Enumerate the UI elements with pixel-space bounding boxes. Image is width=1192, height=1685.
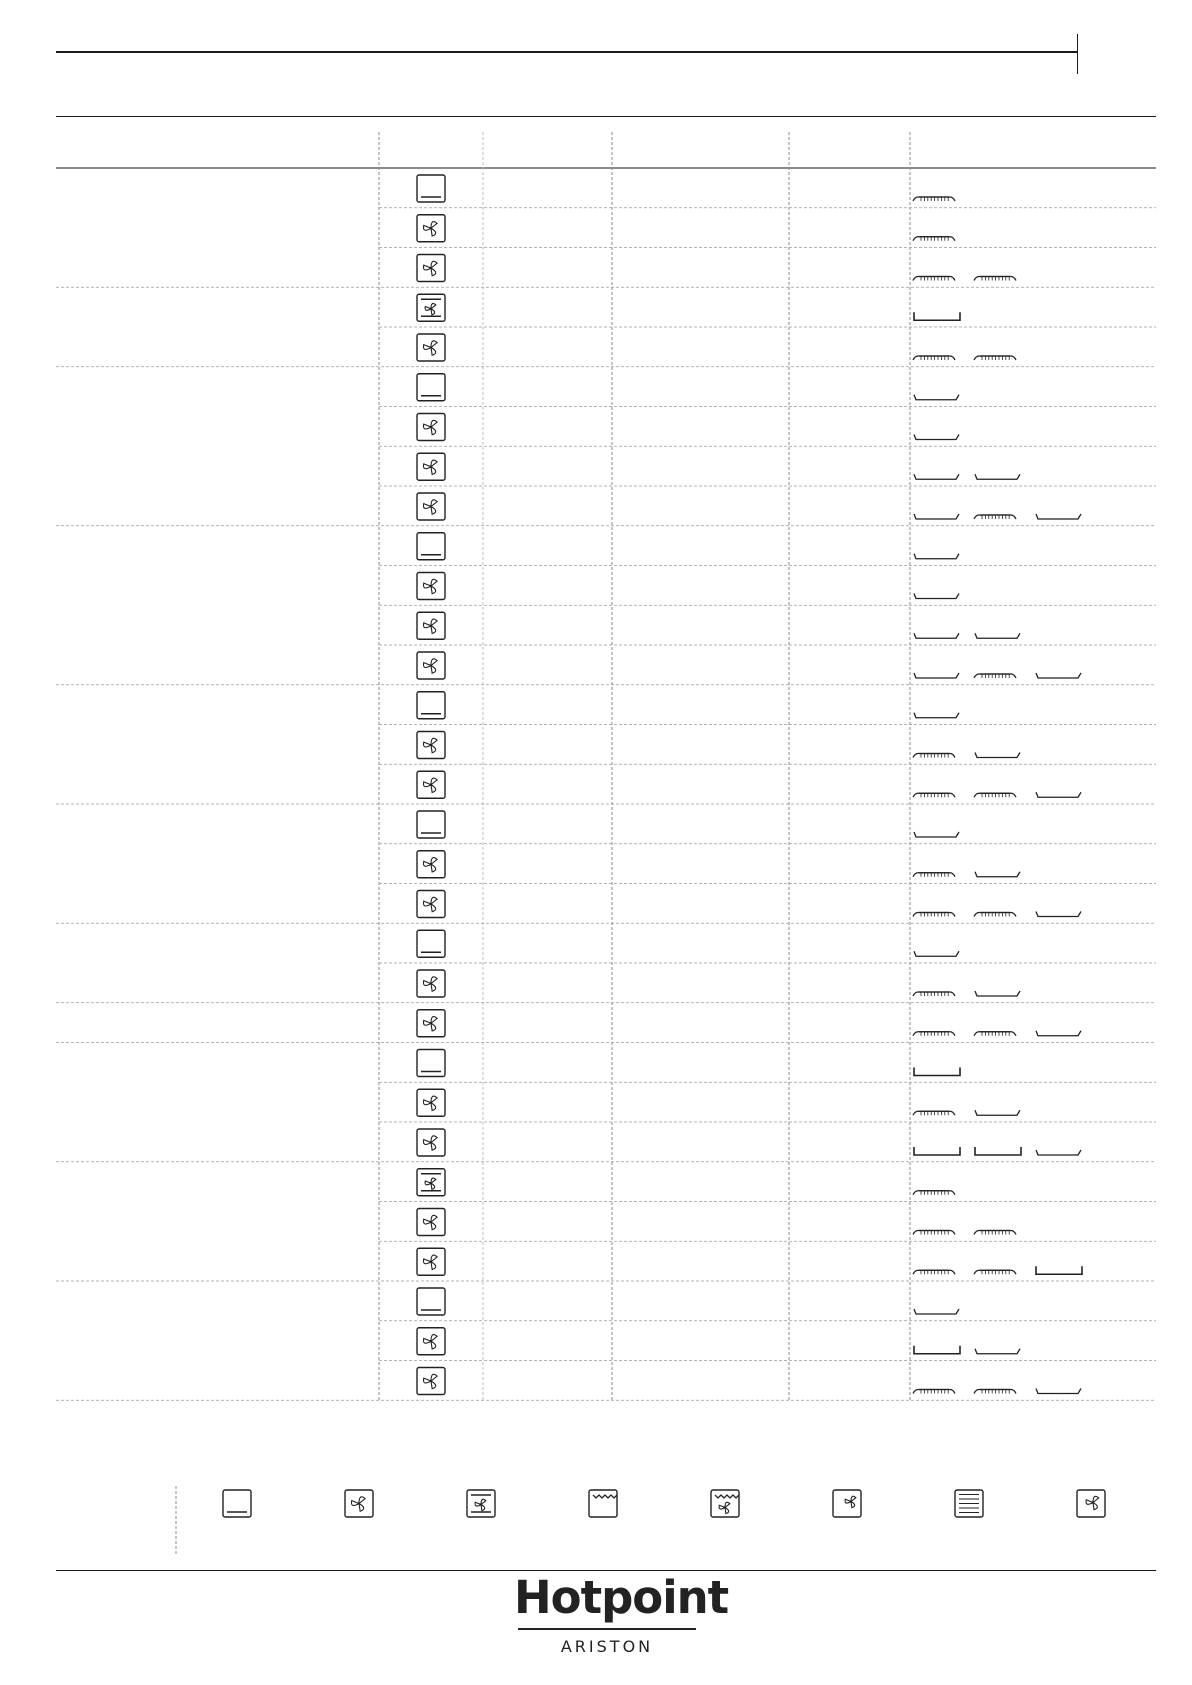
wire-grid-icon: [913, 992, 955, 996]
table-row: [417, 175, 955, 202]
wire-grid-icon: [913, 1231, 955, 1235]
baking-sheet-icon: [975, 633, 1020, 638]
wire-grid-icon: [913, 754, 955, 758]
fan-icon: [417, 1248, 445, 1275]
fan-icon: [417, 1368, 445, 1395]
wire-grid-icon: [913, 1390, 955, 1394]
drip-tray-icon: [1036, 1266, 1082, 1274]
wire-grid-icon: [913, 197, 955, 201]
table-row: [417, 851, 1020, 878]
conventional-icon: [417, 533, 445, 560]
drip-tray-icon: [914, 1147, 960, 1155]
conventional-icon: [417, 811, 445, 838]
grill-icon: [589, 1490, 617, 1517]
table-row: [417, 930, 959, 957]
conventional-icon: [417, 930, 445, 957]
wire-grid-icon: [913, 1032, 955, 1036]
baking-sheet-icon: [975, 991, 1020, 996]
drip-tray-icon: [914, 1068, 960, 1076]
fan-icon: [417, 1209, 445, 1236]
baking-sheet-icon: [975, 872, 1020, 877]
table-row: [417, 1288, 959, 1315]
wire-grid-icon: [974, 1032, 1016, 1036]
fan-heat-icon: [467, 1490, 495, 1517]
table-row: [417, 1248, 1082, 1275]
baking-sheet-icon: [1036, 673, 1081, 678]
wire-grid-icon: [913, 913, 955, 917]
baking-sheet-icon: [975, 1110, 1020, 1115]
wire-grid-icon: [974, 793, 1016, 797]
wire-grid-icon: [913, 873, 955, 877]
fan-icon: [417, 493, 445, 520]
table-row: [417, 493, 1081, 520]
fan-icon: [417, 453, 445, 480]
fan-icon: [417, 970, 445, 997]
table-row: [417, 255, 1016, 282]
multilevel-icon: [955, 1490, 983, 1517]
table-row: [417, 1209, 1016, 1236]
wire-grid-icon: [974, 913, 1016, 917]
wire-grid-icon: [974, 356, 1016, 360]
fan-icon: [417, 732, 445, 759]
baking-sheet-icon: [914, 673, 959, 678]
table-row: [417, 692, 959, 719]
fan-icon: [417, 771, 445, 798]
baking-sheet-icon: [1036, 792, 1081, 797]
table-row: [417, 573, 959, 600]
function-legend: [0, 1480, 1192, 1560]
fan-icon: [417, 851, 445, 878]
fan-icon: [417, 573, 445, 600]
conventional-icon: [223, 1490, 251, 1517]
fan-icon: [417, 612, 445, 639]
baking-sheet-icon: [1036, 514, 1081, 519]
wire-grid-icon: [974, 277, 1016, 281]
table-row: [417, 414, 959, 441]
table-row: [417, 732, 1020, 759]
baking-sheet-icon: [914, 951, 959, 956]
table-row: [417, 294, 960, 321]
table-row: [417, 811, 959, 838]
baking-sheet-icon: [914, 594, 959, 599]
baking-sheet-icon: [914, 395, 959, 400]
baking-sheet-icon: [914, 633, 959, 638]
table-row: [417, 533, 959, 560]
baking-sheet-icon: [914, 832, 959, 837]
table-row: [417, 612, 1020, 639]
fan-icon: [417, 1089, 445, 1116]
fan-heat-icon: [417, 294, 445, 321]
fan-icon: [417, 215, 445, 242]
fan-icon: [417, 414, 445, 441]
conventional-icon: [417, 692, 445, 719]
fan-heat-icon: [417, 1169, 445, 1196]
table-row: [417, 374, 959, 401]
table-row: [417, 334, 1016, 361]
fan-icon: [417, 1328, 445, 1355]
baking-sheet-icon: [914, 554, 959, 559]
conventional-icon: [417, 374, 445, 401]
baking-sheet-icon: [1036, 1031, 1081, 1036]
brand-subname: ARISTON: [560, 1637, 654, 1656]
table-row: [417, 1169, 955, 1196]
baking-sheet-icon: [975, 753, 1020, 758]
table-row: [417, 1089, 1020, 1116]
conventional-icon: [417, 1288, 445, 1315]
table-row: [417, 1368, 1081, 1395]
baking-sheet-icon: [914, 435, 959, 440]
fan-icon: [417, 1010, 445, 1037]
baking-sheet-icon: [1036, 1389, 1081, 1394]
wire-grid-icon: [913, 1111, 955, 1115]
baking-sheet-icon: [975, 474, 1020, 479]
drip-tray-icon: [914, 1346, 960, 1354]
baking-sheet-icon: [914, 474, 959, 479]
fan-icon: [417, 652, 445, 679]
table-row: [417, 970, 1020, 997]
baking-sheet-icon: [975, 1349, 1020, 1354]
table-row: [417, 1010, 1081, 1037]
table-row: [417, 1050, 960, 1077]
table-row: [417, 771, 1081, 798]
table-row: [417, 215, 955, 242]
drip-tray-icon: [914, 312, 960, 320]
wire-grid-icon: [974, 1390, 1016, 1394]
table-row: [417, 652, 1081, 679]
fan-icon: [417, 1129, 445, 1156]
brand-logo: [514, 1571, 729, 1658]
wire-grid-icon: [974, 515, 1016, 519]
baking-sheet-icon: [914, 514, 959, 519]
baking-sheet-icon: [914, 713, 959, 718]
table-row: [417, 891, 1081, 918]
baking-sheet-icon: [1036, 1150, 1081, 1155]
wire-grid-icon: [913, 793, 955, 797]
wire-grid-icon: [913, 1191, 955, 1195]
table-row: [417, 453, 1020, 480]
eco-fan-icon: [1077, 1490, 1105, 1517]
wire-grid-icon: [974, 674, 1016, 678]
fan-icon: [417, 255, 445, 282]
fan-icon: [417, 891, 445, 918]
conventional-icon: [417, 175, 445, 202]
drip-tray-icon: [975, 1147, 1021, 1155]
fan-icon: [417, 334, 445, 361]
wire-grid-icon: [913, 356, 955, 360]
wire-grid-icon: [974, 1231, 1016, 1235]
baking-sheet-icon: [1036, 912, 1081, 917]
wire-grid-icon: [974, 1270, 1016, 1274]
wire-grid-icon: [913, 237, 955, 241]
wire-grid-icon: [913, 1270, 955, 1274]
xl-icon: [833, 1490, 861, 1517]
conventional-icon: [417, 1050, 445, 1077]
brand-name: Hotpoint: [514, 1571, 729, 1624]
table-row: [417, 1129, 1081, 1156]
wire-grid-icon: [913, 277, 955, 281]
baking-sheet-icon: [914, 1309, 959, 1314]
table-row: [417, 1328, 1020, 1355]
brand-divider: [518, 1628, 696, 1630]
turbo-grill-icon: [711, 1490, 739, 1517]
fan-icon: [345, 1490, 373, 1517]
